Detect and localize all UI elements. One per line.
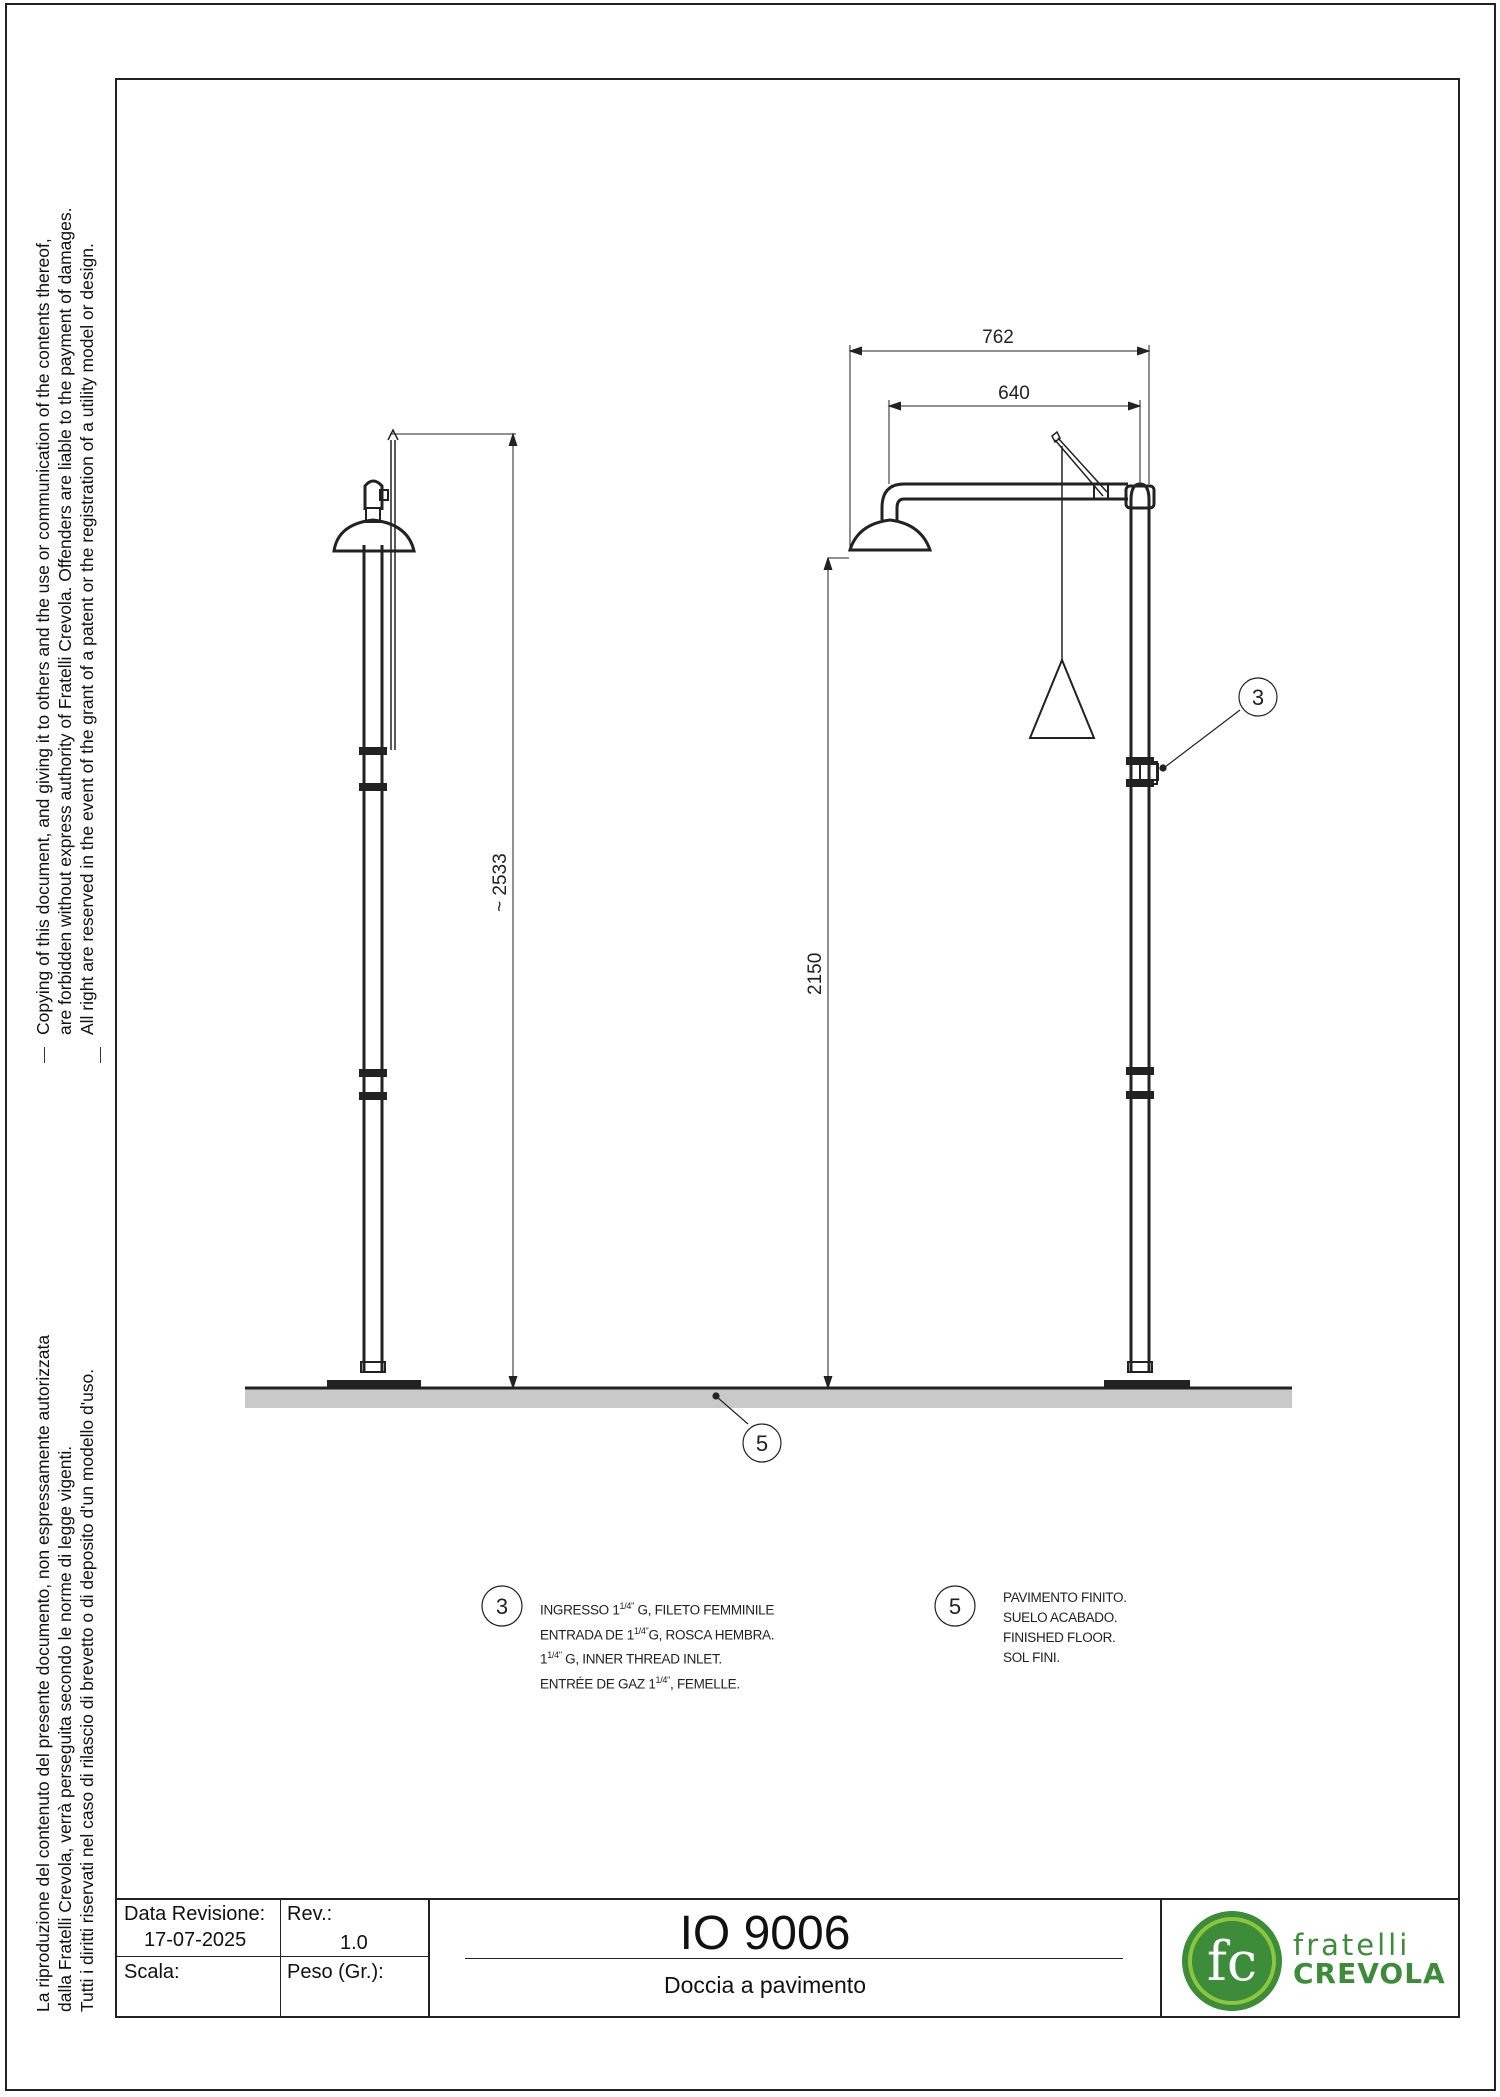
dimension-arm-inner-label: 640: [998, 383, 1030, 404]
note-floor-line: SOL FINI.: [1003, 1650, 1060, 1665]
note-floor: [1003, 1588, 1127, 1668]
callout-3-label: 3: [1251, 685, 1265, 710]
note-inlet: [540, 1596, 774, 1694]
note-floor-line: PAVIMENTO FINITO.: [1003, 1590, 1127, 1605]
note-floor-line: SUELO ACABADO.: [1003, 1610, 1118, 1625]
weight-label: Peso (Gr.):: [287, 1961, 384, 1983]
copyright-it-line: Tutti i diritti riservati nel caso di rilascio di brevetto o di deposito d'un modello d'uso.: [77, 1368, 97, 2012]
side-view-shower: [328, 430, 420, 1388]
title-block-divider: [1160, 1898, 1162, 2016]
note-inlet-line: INGRESSO $1^{1/4"}$ G, FILETO FEMMINILE: [540, 1601, 775, 1618]
note-floor-line: FINISHED FLOOR.: [1003, 1630, 1116, 1645]
front-view-shower: [850, 432, 1189, 1388]
legend-number-5: 5: [948, 1594, 962, 1619]
dimension-head-height: [824, 558, 849, 1388]
legend-number-3: 3: [495, 1594, 509, 1619]
brand-logo-letters: fc: [1206, 1930, 1258, 1993]
rev-value: 1.0: [340, 1932, 368, 1954]
scale-label: Scala:: [124, 1961, 180, 1983]
brand-name: [1293, 1930, 1446, 1988]
brand-line1: fratelli: [1293, 1928, 1411, 1962]
note-inlet-line: $1^{1/4"}$ G, INNER THREAD INLET.: [540, 1650, 722, 1667]
brand-logo: [1176, 1908, 1288, 2014]
revision-date: 17-07-2025: [144, 1929, 247, 1951]
copyright-it-line: dalla Fratelli Crevola, verrà perseguita secondo le norme di legge vigenti.: [55, 1445, 75, 2012]
title-block-top-border: [117, 1898, 1458, 1900]
dimension-arm-lengths: [850, 345, 1149, 550]
copyright-it-line: La riproduzione del contenuto del presente documento, non espressamente autorizzata: [33, 1334, 53, 2012]
floor-hatch: [245, 1387, 1292, 1408]
title-block-divider: [117, 1956, 429, 1957]
callout-5-label: 5: [755, 1431, 769, 1456]
document-title: Doccia a pavimento: [664, 1972, 866, 1998]
note-inlet-line: ENTRÉE DE GAZ $1^{1/4"}$, FEMELLE.: [540, 1674, 740, 1691]
copyright-en-line: are forbidden without express authority of Fratelli Crevola. Offenders are liable to the payment of damages.: [55, 207, 75, 1035]
copyright-en-line: All right are reserved in the event of the grant of a patent or the registration of a utility model or design.: [77, 243, 97, 1035]
dimension-total-height-label: ~ 2533: [490, 853, 511, 912]
title-block-divider: [428, 1898, 430, 2016]
note-inlet-line: ENTRADA DE $1^{1/4"}G$, ROSCA HEMBRA.: [540, 1625, 775, 1642]
revision-date-label: Data Revisione:: [124, 1903, 266, 1925]
title-block-divider: [280, 1898, 281, 2016]
rev-label: Rev.:: [287, 1903, 333, 1925]
copyright-en-line: Copying of this document, and giving it to others and the use or communication of the contents thereof,: [33, 238, 53, 1035]
document-code: IO 9006: [679, 1907, 851, 1960]
dimension-head-height-label: 2150: [805, 952, 826, 995]
brand-line2: CREVOLA: [1293, 1957, 1446, 1990]
dimension-arm-outer-label: 762: [982, 327, 1014, 348]
